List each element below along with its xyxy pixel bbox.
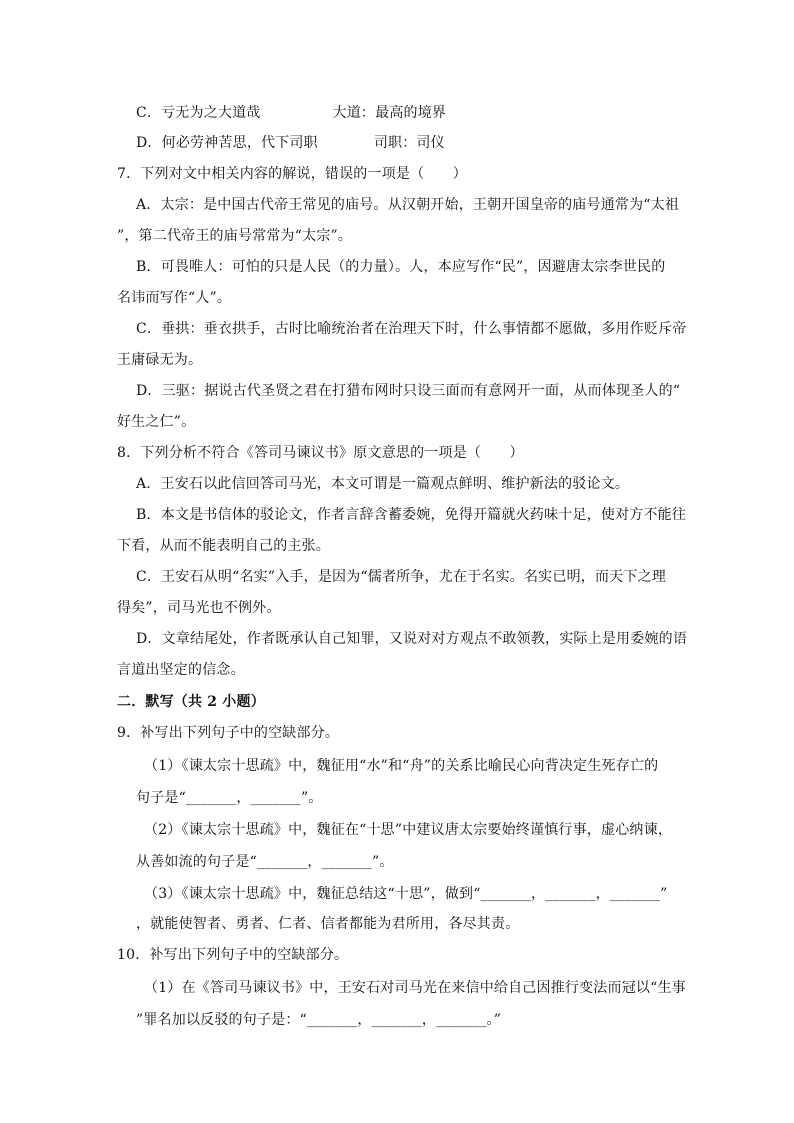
q7-option-c-line2: 王庸碌无为。 — [117, 352, 203, 368]
q7-stem: 7．下列对文中相关内容的解说，错误的一项是（ ） — [117, 166, 467, 182]
q9-sub1-line1: （1）《谏太宗十思疏》中，魏征用“水”和“舟”的关系比喻民心向背决定生死存亡的 — [144, 758, 659, 774]
q8-option-b-line1: B．本文是书信体的驳论文，作者言辞含蓄委婉，免得开篇就火药味十足，使对方不能往 — [136, 507, 687, 523]
q10-sub1-line2: ”罪名加以反驳的句子是：“_______，_______，_______。” — [136, 1012, 502, 1028]
q6-option-c — [136, 103, 446, 123]
q7-option-a-line2: ”，第二代帝王的庙号常常为“太宗”。 — [117, 228, 353, 244]
q7-option-a-line1: A．太宗：是中国古代帝王常见的庙号。从汉朝开始，王朝开国皇帝的庙号通常为“太祖 — [136, 197, 680, 213]
q8-option-c-line1: C．王安石从明“名实”入手，是因为“儒者所争，尤在于名实。名实已明，而天下之理 — [136, 569, 666, 585]
q6-option-c-note: 大道：最高的境界 — [332, 105, 447, 121]
q9-sub1-line2: 句子是“_______，_______”。 — [136, 790, 323, 806]
q7-option-b-line2: 名讳而写作“人”。 — [117, 290, 232, 306]
q8-option-d-line1: D．文章结尾处，作者既承认自己知罪，又说对对方观点不敢领教，实际上是用委婉的语 — [136, 631, 688, 647]
q9-sub3-line2: ，就能使智者、勇者、仁者、信者都能为君所用，各尽其责。 — [136, 916, 520, 932]
q7-option-d-line1: D．三驱：据说古代圣贤之君在打猎布网时只设三面而有意网开一面，从而体现圣人的“ — [136, 383, 681, 399]
q6-option-d-note: 司职：司仪 — [373, 135, 445, 151]
q9-sub2-line2: 从善如流的句子是“_______，_______”。 — [136, 854, 394, 870]
q8-option-a-line1: A．王安石以此信回答司马光，本文可谓是一篇观点鲜明、维护新法的驳论文。 — [136, 476, 630, 492]
q9-sub2-line1: （2）《谏太宗十思疏》中，魏征在“十思”中建议唐太宗要始终谨慎行事，虚心纳谏， — [144, 822, 673, 838]
q9-stem: 9．补写出下列句子中的空缺部分。 — [117, 725, 340, 741]
q6-option-d-text: D．何必劳神苦思，代下司职 — [136, 135, 318, 151]
q10-sub1-line1: （1）在《答司马谏议书》中，王安石对司马光在来信中给自己因推行变法而冠以“生事 — [144, 980, 686, 996]
q8-option-b-line2: 下看，从而不能表明自己的主张。 — [117, 538, 330, 554]
q6-option-d — [136, 133, 445, 153]
q6-option-c-text: C．亏无为之大道哉 — [136, 105, 261, 121]
q8-option-d-line2: 言道出坚定的信念。 — [117, 662, 245, 678]
q8-stem: 8．下列分析不符合《答司马谏议书》原文意思的一项是（ ） — [117, 445, 524, 461]
q8-option-c-line2: 得矣”，司马光也不例外。 — [117, 600, 281, 616]
section-heading-dictation: 二．默写（共 2 小题） — [117, 694, 265, 710]
q9-sub3-line1: （3）《谏太宗十思疏》中，魏征总结这“十思”，做到“_______，_______，_______” — [144, 886, 668, 902]
q7-option-d-line2: 好生之仁”。 — [117, 414, 196, 430]
q7-option-c-line1: C．垂拱：垂衣拱手，古时比喻统治者在治理天下时，什么事情都不愿做，多用作贬斥帝 — [136, 321, 687, 337]
q10-stem: 10．补写出下列句子中的空缺部分。 — [117, 947, 349, 963]
q7-option-b-line1: B．可畏唯人：可怕的只是人民（的力量）。人，本应写作“民”，因避唐太宗李世民的 — [136, 259, 666, 275]
